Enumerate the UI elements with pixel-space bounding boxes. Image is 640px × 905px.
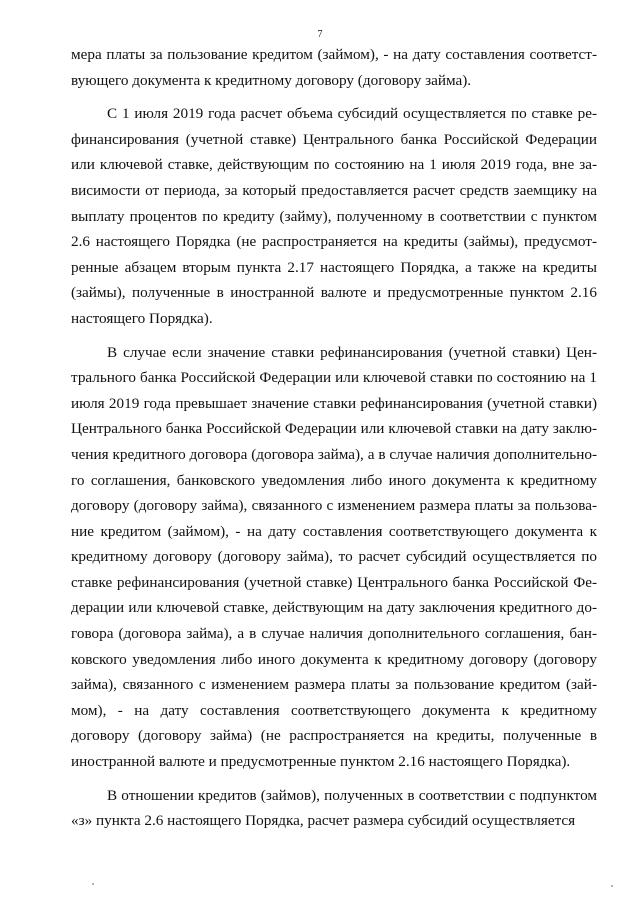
paragraph-subparagraph-z-loans: В отношении кредитов (займов), полученных в соответствии с подпунктом «з» пункта 2.6 настоящего Порядка, расчет размера субсидий осуществляется xyxy=(71,786,597,830)
paragraph-rate-from-july-2019: С 1 июля 2019 года расчет объема субсидий осуществляется по ставке рефинансирования (учетной ставке) Центрального банка Российской Федерации или ключевой ставке, действующим по состоянию на 1 июля 2019 года, вне зависимости от периода, за который предоставляется расчет средств заемщику на выплату процентов по кредиту (займу), полученному в соответствии с пунктом 2.6 настоящего Порядка (не распространяется на кредиты (займы), предусмотренные абзацем вторым пункта 2.17 настоящего Порядка, а также на кредиты (займы), полученные в иностранной валюте и предусмотренные пунктом 2.16 настоящего Порядка). xyxy=(71,105,597,327)
page-number: 7 xyxy=(317,29,323,40)
paragraph-continuation: мера платы за пользование кредитом (займом), - на дату составления соответствующего документа к кредитному договору (договору займа). xyxy=(71,46,597,89)
scan-speck-right xyxy=(611,885,613,887)
document-body xyxy=(71,42,597,834)
paragraph-rate-exceeds-case: В случае если значение ставки рефинансирования (учетной ставки) Центрального банка Российской Федерации или ключевой ставки по состоянию на 1 июля 2019 года превышает значение ставки рефинансирования (учетной ставки) Центрального банка Российской Федерации или ключевой ставки на дату заключения кредитного договора (договора займа), а в случае наличия дополнительного соглашения, банковского уведомления либо иного документа к кредитному договору (договору займа), связанного с изменением размера платы за пользование кредитом (займом), - на дату составления соответствующего документа к кредитному договору (договору займа), то расчет субсидий осуществляется по ставке рефинансирования (учетной ставке) Центрального банка Российской Федерации или ключевой ставке, действующим на дату заключения кредитного договора (договора займа), а в случае наличия дополнительного соглашения, банковского уведомления либо иного документа к кредитному договору (договору займа), связанного с изменением размера платы за пользование кредитом (займом), - на дату составления соответствующего документа к кредитному договору (договору займа) (не распространяется на кредиты, полученные в иностранной валюте и предусмотренные пунктом 2.16 настоящего Порядка). xyxy=(71,343,597,771)
scan-speck-left xyxy=(92,883,94,885)
